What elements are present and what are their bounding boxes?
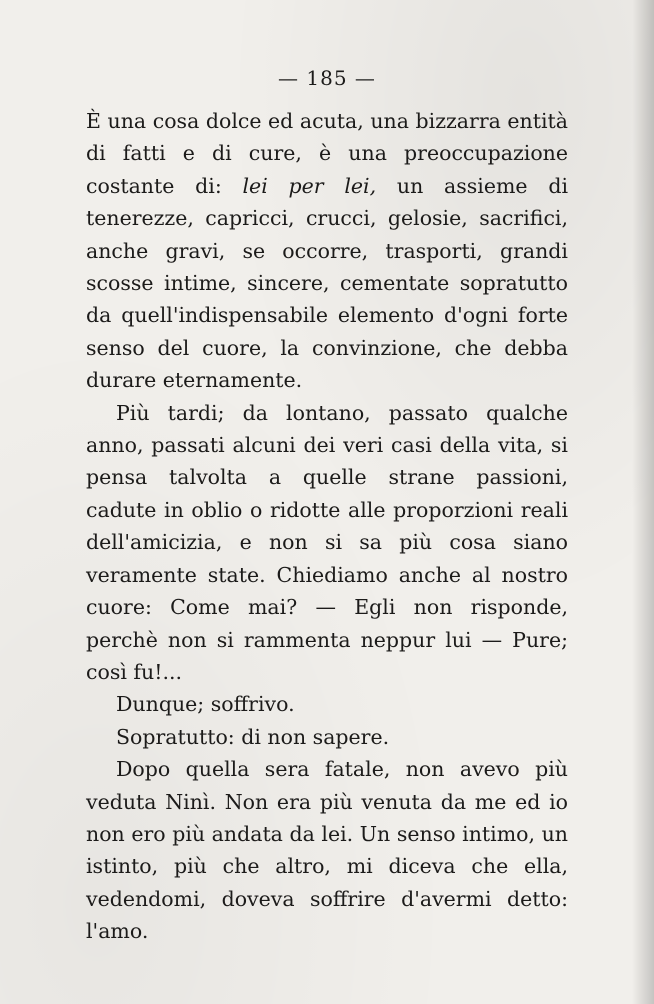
paragraph-5: Dopo quella sera fatale, non avevo più veduta Ninì. Non era più venuta da me ed io non ero più andata da lei. Un senso intimo, un istinto, più che altro, mi diceva che ella, vedendomi, doveva soffrire d'avermi detto: l'amo. (86, 757, 568, 944)
page-edge-shadow (632, 0, 654, 1004)
paragraph-1 (86, 105, 568, 397)
paragraph-2: Più tardi; da lontano, passato qualche anno, passati alcuni dei veri casi della vita, si pensa talvolta a quelle strane passioni, cadute in oblio o ridotte alle proporzioni reali dell'amicizia, e non si sa più cosa siano veramente state. Chiediamo anche al nostro cuore: Come mai? — Egli non risponde, perchè non si rammenta neppur lui — Pure; così fu!... (86, 400, 568, 684)
paragraph-1-text-start: È una cosa dolce ed acuta, una bizzarra entità di fatti e di cure, è una preoccupazione costante di: (86, 109, 568, 198)
paragraph-1-text-end: un assieme di tenerezze, capricci, crucci, gelosie, sacrifici, anche gravi, se occorre, trasporti, grandi scosse intime, sincere, cementate sopratutto da quell'indispensabile elemento d'ogni forte senso del cuore, la convinzione, che debba durare eternamente. (86, 173, 568, 393)
body-text (86, 105, 568, 948)
paragraph-3: Dunque; soffrivo. (116, 692, 295, 717)
paragraph-1-emphasis: lei per lei, (242, 173, 377, 198)
page-number: — 185 — (278, 66, 376, 90)
paragraph-4: Sopratutto: di non sapere. (116, 724, 390, 749)
